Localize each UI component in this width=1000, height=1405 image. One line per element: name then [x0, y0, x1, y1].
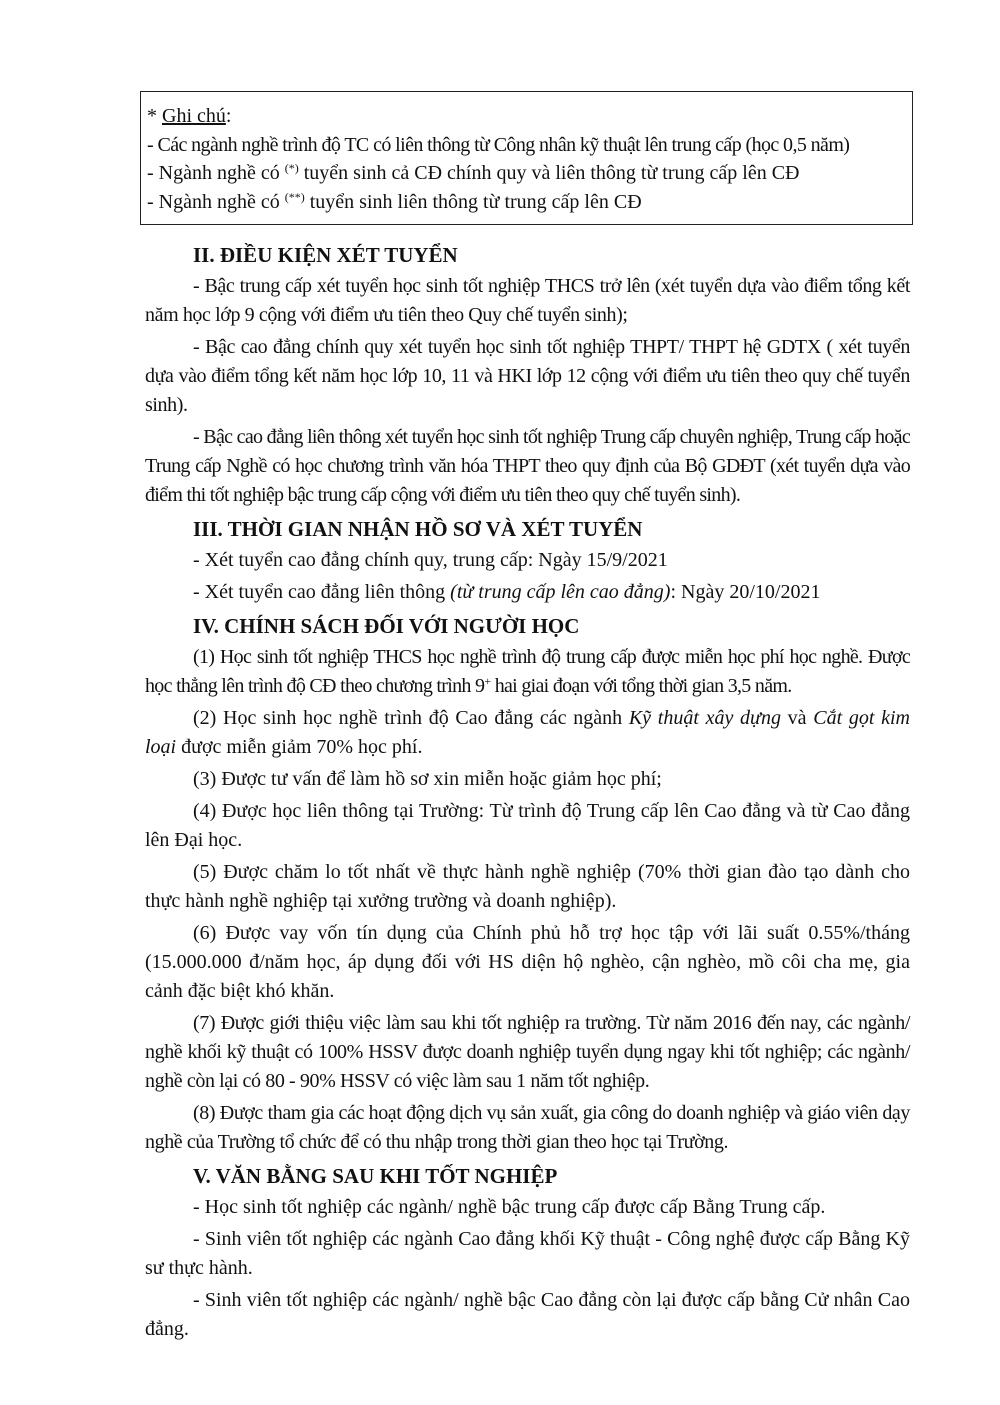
note-line-3-a: - Ngành nghề có	[147, 190, 285, 213]
section-2-paragraph-2: - Bậc cao đẳng chính quy xét tuyển học sinh tốt nghiệp THPT/ THPT hệ GDTX ( xét tuyển dựa vào điểm tổng kết năm học lớp 10, 11 và HKI lớp 12 cộng với điểm ưu tiên theo quy chế tuyển sinh).	[145, 336, 910, 416]
section-4-paragraph-7: (7) Được giới thiệu việc làm sau khi tốt nghiệp ra trường. Từ năm 2016 đến nay, các ngành/ nghề khối kỹ thuật có 100% HSSV được doanh nghiệp tuyển dụng ngay khi tốt nghiệp; các ngành/ nghề còn lại có 80 - 90% HSSV có việc làm sau 1 năm tốt nghiệp.	[145, 1012, 910, 1092]
section-4-p1-a: (1) Học sinh tốt nghiệp THCS học nghề trình độ trung cấp được miễn học phí học nghề. Được học thẳng lên trình độ CĐ theo chương trình 9	[145, 646, 910, 697]
note-line-3	[147, 188, 912, 217]
section-4-p2-em2: Cắt gọt kim loại	[145, 707, 910, 758]
section-2-heading: II. ĐIỀU KIỆN XÉT TUYỂN	[193, 243, 458, 267]
section-4-paragraph-8: (8) Được tham gia các hoạt động dịch vụ sản xuất, gia công do doanh nghiệp và giáo viên dạy nghề của Trường tổ chức để có thu nhập trong thời gian theo học tại Trường.	[145, 1102, 910, 1153]
section-2-paragraph-3: - Bậc cao đẳng liên thông xét tuyển học sinh tốt nghiệp Trung cấp chuyên nghiệp, Trung cấp hoặc Trung cấp Nghề có học chương trình văn hóa THPT theo quy định của Bộ GDĐT (xét tuyển dựa vào điểm thi tốt nghiệp bậc trung cấp cộng với điểm ưu tiên theo quy chế tuyển sinh).	[145, 426, 910, 506]
section-5-heading: V. VĂN BẰNG SAU KHI TỐT NGHIỆP	[193, 1164, 558, 1188]
section-3-heading: III. THỜI GIAN NHẬN HỒ SƠ VÀ XÉT TUYỂN	[193, 517, 643, 541]
section-4-p2-c: được miễn giảm 70% học phí.	[176, 736, 423, 758]
note-line-3-b: tuyển sinh liên thông từ trung cấp lên CĐ	[304, 190, 642, 213]
section-4-paragraph-5: (5) Được chăm lo tốt nhất về thực hành nghề nghiệp (70% thời gian đào tạo dành cho thực hành nghề nghiệp tại xưởng trường và doanh nghiệp).	[145, 861, 910, 912]
section-4-paragraph-3: (3) Được tư vấn để làm hồ sơ xin miễn hoặc giảm học phí;	[193, 768, 662, 790]
section-4-paragraph-4: (4) Được học liên thông tại Trường: Từ trình độ Trung cấp lên Cao đẳng và từ Cao đẳng lên Đại học.	[145, 800, 910, 851]
section-2-paragraph-1: - Bậc trung cấp xét tuyển học sinh tốt nghiệp THCS trở lên (xét tuyển dựa vào điểm tổng kết năm học lớp 9 cộng với điểm ưu tiên theo Quy chế tuyển sinh);	[145, 275, 910, 326]
section-3-item-2-em: (từ trung cấp lên cao đẳng)	[450, 581, 671, 603]
section-4-p2-b: và	[780, 707, 814, 729]
note-prefix: *	[147, 105, 162, 127]
section-4-p2-em1: Kỹ thuật xây dựng	[628, 707, 781, 729]
section-4-paragraph-6: (6) Được vay vốn tín dụng của Chính phủ hỗ trợ học tập với lãi suất 0.55%/tháng (15.000.000 đ/năm học, áp dụng đối với HS diện hộ nghèo, cận nghèo, mồ côi cha mẹ, gia cảnh đặc biệt khó khăn.	[145, 922, 910, 1002]
section-4-p1-b: hai giai đoạn với tổng thời gian 3,5 năm.	[490, 675, 792, 697]
note-title	[147, 102, 912, 131]
note-suffix: :	[225, 105, 232, 127]
section-5-paragraph-3: - Sinh viên tốt nghiệp các ngành/ nghề bậc Cao đẳng còn lại được cấp bằng Cử nhân Cao đẳng.	[145, 1289, 910, 1340]
section-4-p1-sup: +	[484, 674, 491, 688]
note-title-text: Ghi chú	[162, 105, 226, 127]
note-line-1: - Các ngành nghề trình độ TC có liên thông từ Công nhân kỹ thuật lên trung cấp (học 0,5 năm)	[147, 133, 850, 156]
section-3-item-2	[193, 578, 910, 607]
section-3-item-2-a: - Xét tuyển cao đẳng liên thông	[193, 581, 451, 603]
note-box	[140, 91, 913, 225]
section-5-paragraph-2: - Sinh viên tốt nghiệp các ngành Cao đẳng khối Kỹ thuật - Công nghệ được cấp Bằng Kỹ sư thực hành.	[145, 1228, 910, 1279]
note-line-3-sup: (**)	[284, 189, 305, 204]
section-3-item-2-b: : Ngày 20/10/2021	[670, 581, 821, 603]
section-3-item-1: - Xét tuyển cao đẳng chính quy, trung cấp: Ngày 15/9/2021	[193, 549, 668, 571]
section-4-paragraph-2	[145, 704, 910, 762]
note-line-2-sup: (*)	[284, 161, 299, 175]
section-4-paragraph-1	[145, 643, 910, 701]
section-4-p2-a: (2) Học sinh học nghề trình độ Cao đẳng các ngành	[193, 707, 629, 729]
document-body	[145, 236, 910, 1347]
section-5-paragraph-1: - Học sinh tốt nghiệp các ngành/ nghề bậc trung cấp được cấp Bằng Trung cấp.	[193, 1196, 826, 1218]
note-line-2-a: - Ngành nghề có	[147, 162, 285, 184]
section-4-heading: IV. CHÍNH SÁCH ĐỐI VỚI NGƯỜI HỌC	[193, 614, 580, 638]
note-line-2	[147, 159, 912, 188]
note-line-2-b: tuyển sinh cả CĐ chính quy và liên thông từ trung cấp lên CĐ	[298, 162, 800, 184]
